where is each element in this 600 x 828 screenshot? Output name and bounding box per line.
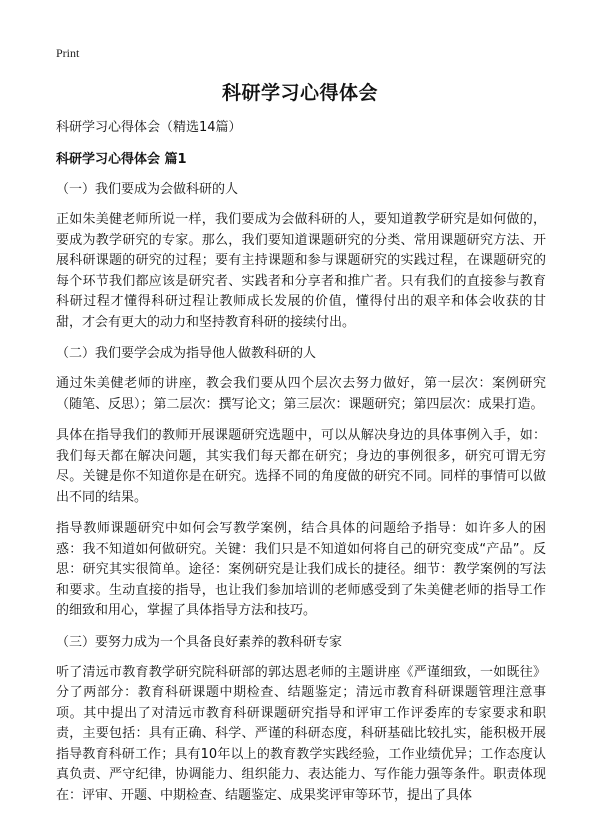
paragraph-5: 听了清远市教育教学研究院科研部的郭达恩老师的主题讲座《严谨细致，一如既往》分了两部分：教育科研课题中期检查、结题鉴定；清远市教育科研课题管理注意事项。其中提出了对清远市教育科研课题研究指导和评审工作评委库的专家要求和职责，主要包括：具有正确、科学、严谨的科研态度，科研基础比较扎实，能积极开展指导教育科研工作；具有10年以上的教育教学实践经验，工作业绩优异；工作态度认真负责、严守纪律，协调能力、组织能力、表达能力、写作能力强等条件。职责体现在：评审、开题、中期检查、结题鉴定、成果奖评审等环节，提出了具体 <box>56 664 546 803</box>
sub-heading-3: （三）要努力成为一个具备良好素养的教科研专家 <box>56 634 343 650</box>
print-link[interactable]: Print <box>56 46 80 60</box>
paragraph-3: 具体在指导我们的教师开展课题研究选题中，可以从解决身边的具体事例入手，如：我们每天都在解决问题，其实我们每天都在研究；身边的事例很多，研究可谓无穷尽。关键是你不知道你是在研究。选择不同的角度做的研究不同。同样的事情可以做出不同的结果。 <box>56 428 546 505</box>
paragraph-1: 正如朱美健老师所说一样，我们要成为会做科研的人，要知道教学研究是如何做的，要成为教学研究的专家。那么，我们要知道课题研究的分类、常用课题研究方法、开展科研课题的研究的过程；要有主持课题和参与课题研究的实践过程，在课题研究的每个环节我们都应该是研究者、实践者和分享者和推广者。只有我们的直接参与教育科研过程才懂得科研过程让教师成长发展的价值，懂得付出的艰辛和体会收获的甘甜，才会有更大的动力和坚持教育科研的接续付出。 <box>56 212 546 330</box>
sub-heading-1: （一）我们要成为会做科研的人 <box>56 182 239 197</box>
section-heading: 科研学习心得体会 篇1 <box>56 152 187 167</box>
sub-heading-2: （二）我们要学会成为指导他人做教科研的人 <box>56 346 317 361</box>
document-title: 科研学习心得体会 <box>221 82 378 104</box>
document-subtitle: 科研学习心得体会（精选14篇） <box>56 120 242 135</box>
paragraph-2: 通过朱美健老师的讲座，教会我们要从四个层次去努力做好，第一层次：案例研究（随笔、反思）；第二层次：撰写论文；第三层次：课题研究；第四层次：成果打造。 <box>56 376 546 412</box>
paragraph-4: 指导教师课题研究中如何会写教学案例，结合具体的问题给予指导：如许多人的困惑：我不知道如何做研究。关键：我们只是不知道如何将自己的研究变成“产品”。反思：研究其实很简单。途径：案例研究是让我们成长的捷径。细节：教学案例的写法和要求。生动直接的指导，也让我们参加培训的老师感受到了朱美健老师的指导工作的细致和用心，掌握了具体指导方法和技巧。 <box>56 521 546 618</box>
document-body <box>56 118 546 817</box>
